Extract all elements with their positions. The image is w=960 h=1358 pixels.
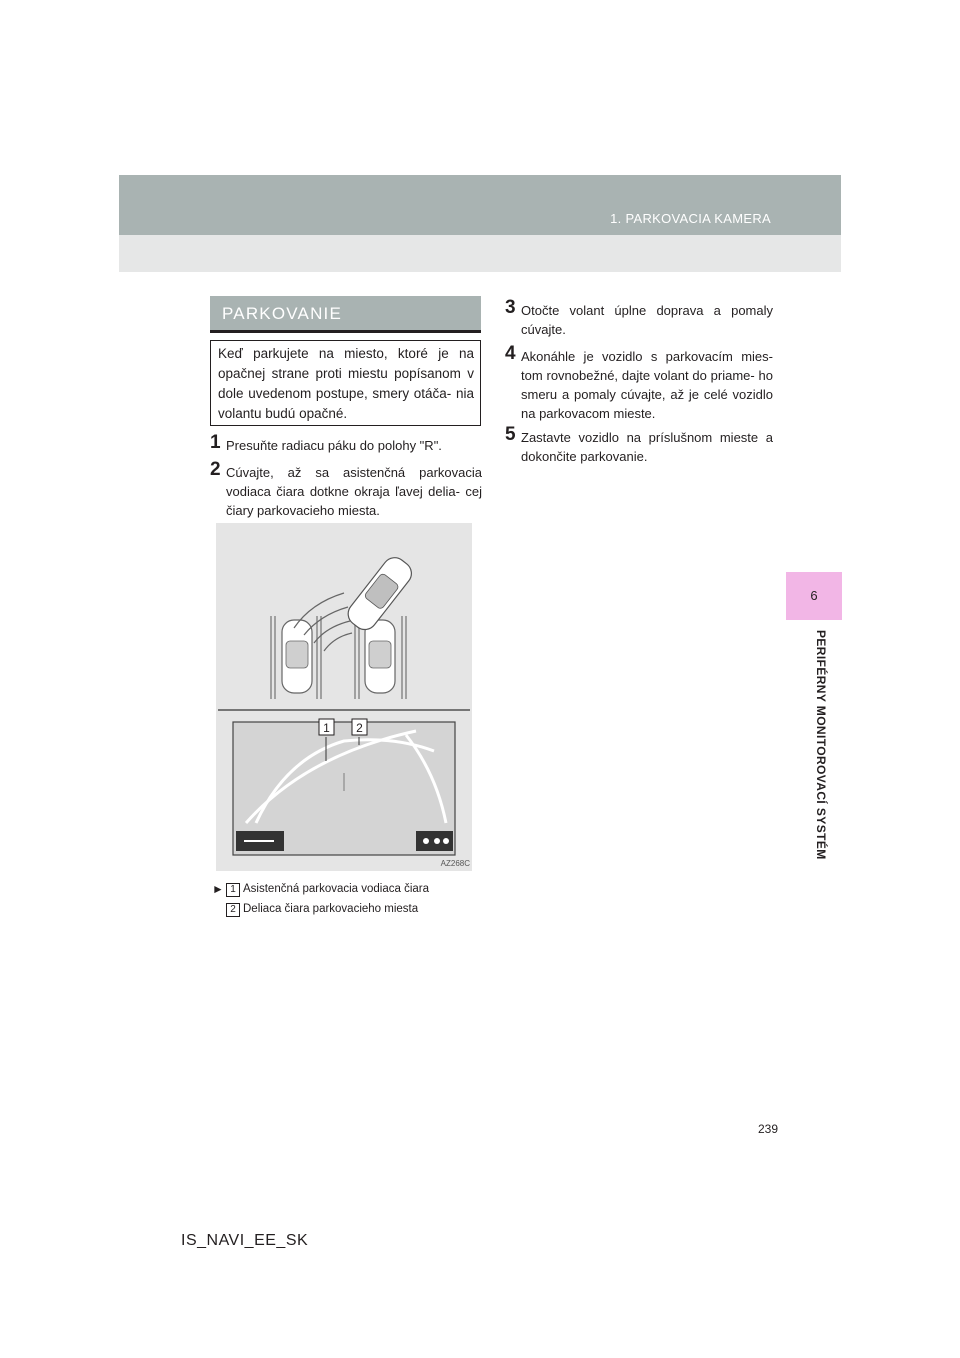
callout-1: 1 — [323, 721, 330, 735]
note-box — [210, 340, 481, 426]
step-text: Zastavte vozidlo na príslušnom mieste a dokončite parkovanie. — [521, 430, 773, 464]
running-header: 1. PARKOVACIA KAMERA — [610, 211, 771, 226]
chapter-number: 6 — [810, 588, 818, 603]
step-text: Presuňte radiacu páku do polohy "R". — [226, 438, 442, 453]
step-number: 3 — [505, 297, 516, 318]
step-number: 1 — [210, 432, 221, 453]
parked-car-right — [365, 620, 395, 693]
legend-label: Asistenčná parkovacia vodiaca čiara — [243, 883, 430, 895]
step-text: Otočte volant úplne doprava a pomaly cúvajte. — [521, 303, 773, 337]
chapter-tab — [786, 572, 842, 620]
header-band-light — [119, 235, 841, 272]
note-text: Keď parkujete na miesto, ktoré je na opačnej strane proti miestu popísanom v dole uvedenom postupe, smery otáča- nia volantu budú opačné. — [218, 346, 474, 421]
step-5 — [505, 424, 773, 466]
legend-item-1 — [212, 883, 482, 897]
camera-screen — [233, 722, 455, 855]
section-title-bar — [210, 296, 481, 333]
step-number: 4 — [505, 343, 516, 364]
legend-number-box: 2 — [226, 903, 240, 917]
step-number: 2 — [210, 459, 221, 480]
step-1 — [210, 432, 482, 455]
chapter-side-label: PERIFÉRNY MONITOROVACÍ SYSTÉM — [814, 630, 828, 860]
step-text: Akonáhle je vozidlo s parkovacím mies- tom rovnobežné, dajte volant do priame- ho smeru a pomaly cúvajte, až je celé vozidlo na parkovacom mieste. — [521, 349, 773, 421]
figure-code: AZ268C — [440, 859, 470, 868]
step-number: 5 — [505, 424, 516, 445]
step-4 — [505, 343, 773, 423]
legend-item-2 — [212, 903, 482, 917]
legend-label: Deliaca čiara parkovacieho miesta — [243, 903, 419, 915]
callout-2: 2 — [356, 721, 363, 735]
parking-illustration — [216, 523, 472, 871]
step-3 — [505, 297, 773, 339]
legend-number-box: 1 — [226, 883, 240, 897]
step-text: Cúvajte, až sa asistenčná parkovacia vodiaca čiara dotkne okraja ľavej delia- cej čiary parkovacieho miesta. — [226, 465, 482, 518]
arrow-icon: ► — [212, 882, 224, 896]
document-code: IS_NAVI_EE_SK — [181, 1232, 309, 1249]
header-band — [119, 175, 841, 235]
page-number: 239 — [757, 1122, 778, 1136]
step-2 — [210, 459, 482, 520]
section-title: PARKOVANIE — [222, 304, 343, 323]
